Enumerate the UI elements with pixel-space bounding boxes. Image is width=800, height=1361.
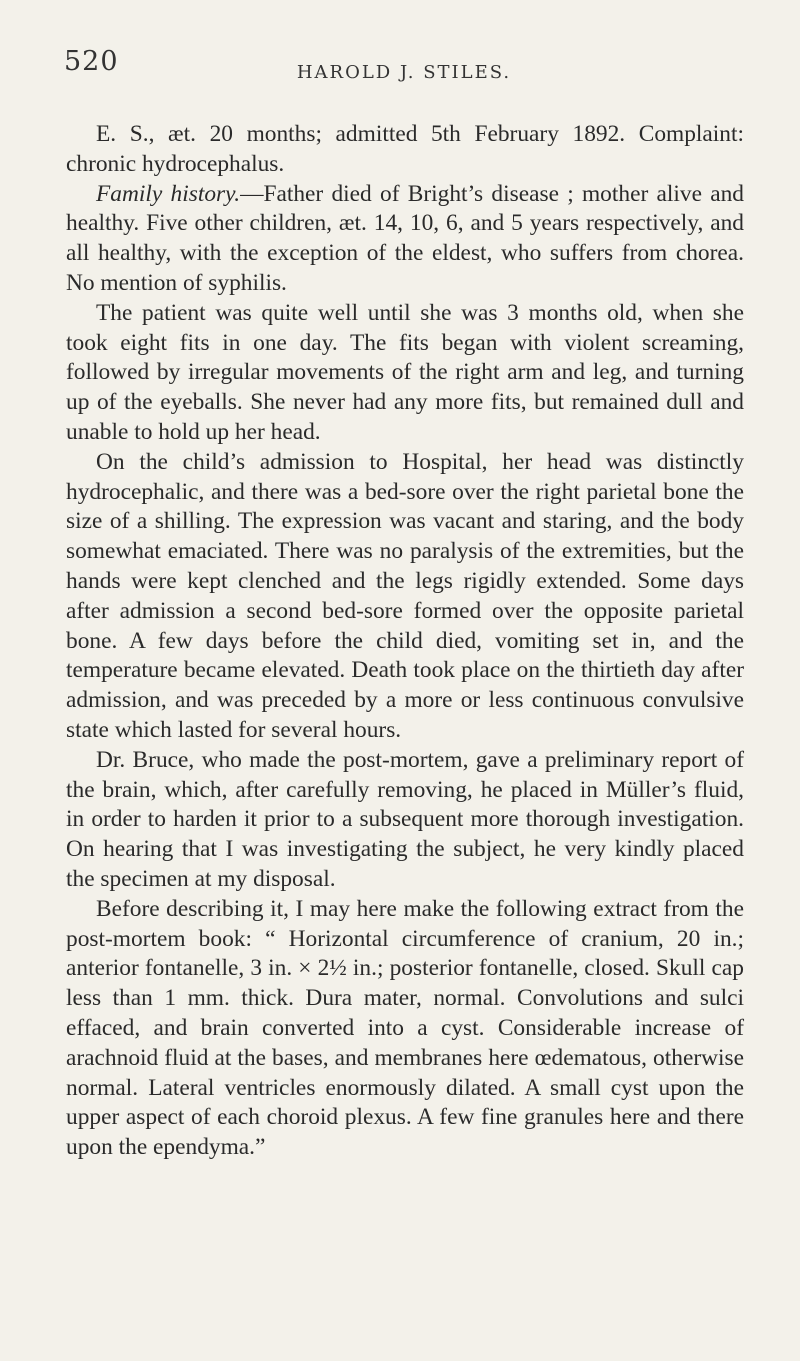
family-history-heading: Family history.: [96, 180, 241, 207]
page-number: 520: [64, 46, 119, 77]
paragraph-admission: [66, 448, 744, 746]
paragraph-onset: [66, 299, 744, 448]
paragraph-text: E. S., æt. 20 months; admitted 5th February 1892. Complaint: chronic hydrocephalus.: [66, 121, 744, 177]
paragraph-family-history: [66, 180, 744, 299]
paragraph-text: Before describing it, I may here make the following extract from the post-mortem book: “ Horizontal circumference of cranium, 20 in.; anterior fontanelle, 3 in. × 2½ in.; posterior fontanelle, closed. Skull cap less than 1 mm. thick. Dura mater, normal. Convolutions and sulci effaced, and brain converted into a cyst. Considerable increase of arachnoid fluid at the bases, and membranes here œdematous, otherwise normal. Lateral ventricles enormously dilated. A small cyst upon the upper aspect of each choroid plexus. A few fine granules here and there upon the ependyma.”: [66, 895, 744, 1161]
paragraph-text: —Father died of Bright’s disease ; mother alive and healthy. Five other children, æt. 14, 10, 6, and 5 years respectively, and all healthy, with the exception of the eldest, who suffers from chorea. No mention of syphilis.: [66, 180, 744, 296]
body-text: [66, 120, 744, 1163]
running-head: [64, 46, 744, 106]
paragraph-text: Dr. Bruce, who made the post-mortem, gave a preliminary report of the brain, which, after carefully removing, he placed in Müller’s fluid, in order to harden it prior to a subsequent more thorough investigation. On hearing that I was investigating the subject, he very kindly placed the specimen at my disposal.: [66, 746, 744, 892]
running-title: HAROLD J. STILES.: [296, 62, 512, 83]
paragraph-case-intro: [66, 120, 744, 180]
paragraph-post-mortem: [66, 746, 744, 895]
paragraph-text: On the child’s admission to Hospital, her head was distinctly hydrocephalic, and there was a bed-sore over the right parietal bone the size of a shilling. The expression was vacant and staring, and the body somewhat emaciated. There was no paralysis of the extremities, but the hands were kept clenched and the legs rigidly extended. Some days after admission a second bed-sore formed over the opposite parietal bone. A few days before the child died, vomiting set in, and the temperature became elevated. Death took place on the thirtieth day after admission, and was preceded by a more or less continuous convulsive state which lasted for several hours.: [66, 448, 744, 743]
paragraph-extract: [66, 895, 744, 1163]
paragraph-text: The patient was quite well until she was 3 months old, when she took eight fits in one day. The fits began with violent screaming, followed by irregular movements of the right arm and leg, and turning up of the eyeballs. She never had any more fits, but remained dull and unable to hold up her head.: [66, 299, 744, 445]
